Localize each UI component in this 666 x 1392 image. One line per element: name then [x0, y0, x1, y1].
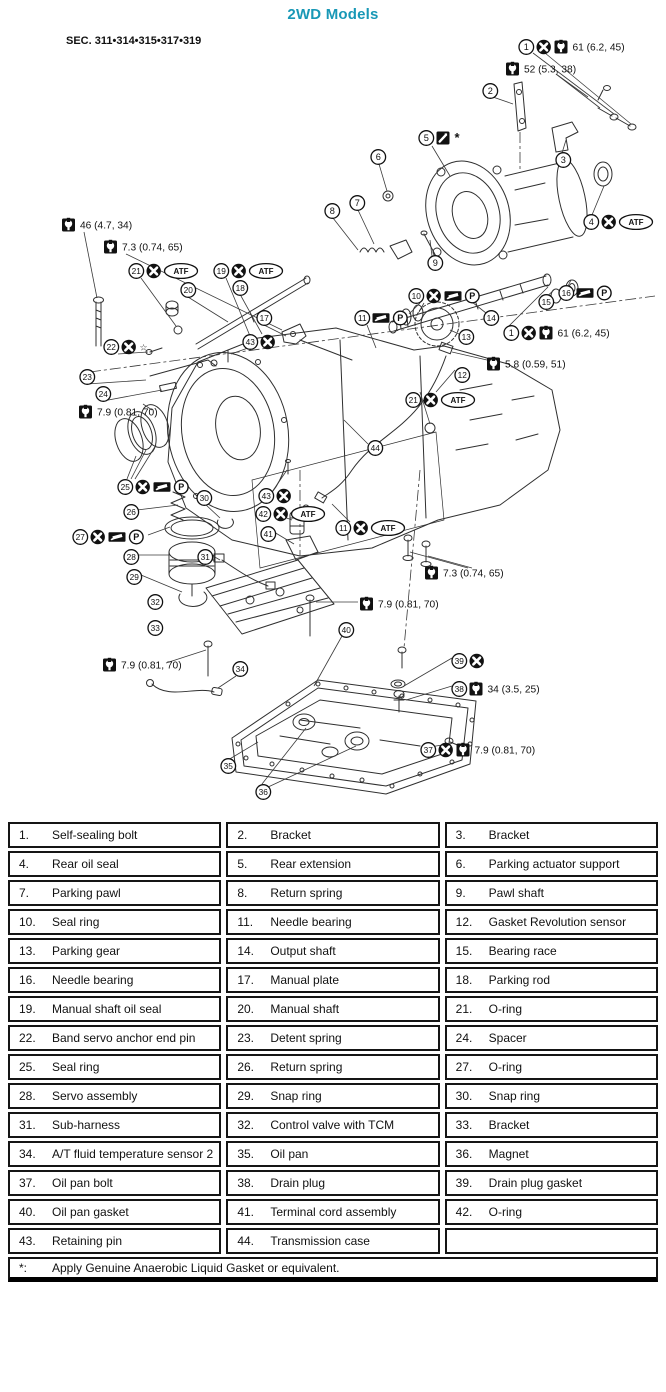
leader-line [103, 390, 162, 401]
part-label: Seal ring [52, 914, 100, 929]
callout-row [419, 130, 461, 145]
svg-text:ATF: ATF [628, 217, 644, 227]
svg-text:9: 9 [432, 258, 438, 269]
leader-line [404, 658, 452, 686]
svg-text:P: P [133, 532, 140, 543]
svg-text:1: 1 [508, 328, 514, 339]
callout-row [325, 204, 340, 219]
part-number: 20. [237, 1002, 255, 1016]
part-label: Rear oil seal [52, 856, 119, 871]
callout-row [339, 623, 354, 638]
part-label: Transmission case [270, 1233, 370, 1248]
callout-row [73, 530, 143, 545]
leader-line [141, 278, 176, 326]
part-number: 18. [455, 973, 473, 987]
part-number: 37. [19, 1176, 36, 1190]
part-cell [8, 1141, 221, 1167]
note-text: Apply Genuine Anaerobic Liquid Gasket or equivalent. [52, 1261, 340, 1275]
part-label: O-ring [488, 1204, 522, 1219]
part-cell [8, 1170, 221, 1196]
part-cell [226, 996, 439, 1022]
part-cell [226, 1025, 439, 1051]
torque-value: 61 (6.2, 45) [557, 328, 610, 340]
part-label: Return spring [270, 885, 343, 900]
part-label: Drain plug [270, 1175, 326, 1190]
note-marker: *: [19, 1261, 28, 1276]
callout-row [181, 283, 196, 298]
part-cell [445, 909, 658, 935]
table-note [8, 1257, 658, 1282]
part-label: Terminal cord assembly [270, 1204, 397, 1219]
part-cell [445, 1083, 658, 1109]
part-label: Snap ring [270, 1088, 322, 1103]
part-cell [445, 967, 658, 993]
svg-text:5: 5 [423, 133, 429, 144]
part-cell [445, 1170, 658, 1196]
callout-row [483, 84, 498, 99]
svg-text:11: 11 [338, 523, 348, 534]
part-cell [8, 880, 221, 906]
svg-text:43: 43 [261, 491, 271, 502]
part-label: Parking actuator support [488, 856, 620, 871]
callout-row [103, 658, 182, 672]
callout-row [259, 489, 291, 504]
leader-line [314, 636, 342, 686]
part-number: 40. [19, 1205, 36, 1219]
callout-row [261, 527, 276, 542]
part-label: Oil pan bolt [52, 1175, 113, 1190]
svg-text:☆: ☆ [139, 342, 148, 353]
svg-text:P: P [178, 482, 185, 493]
part-number: 43. [19, 1234, 36, 1248]
part-cell [226, 1141, 439, 1167]
svg-text:16: 16 [561, 288, 571, 299]
part-label: Self-sealing bolt [52, 827, 138, 842]
part-cell [445, 938, 658, 964]
leader-line [428, 556, 472, 568]
leader-line [205, 504, 220, 518]
callout-row [484, 311, 499, 326]
part-number: 27. [455, 1060, 473, 1074]
part-label: Needle bearing [270, 914, 352, 929]
svg-text:37: 37 [423, 745, 433, 756]
part-cell [445, 1054, 658, 1080]
part-cell [226, 1112, 439, 1138]
part-label: Drain plug gasket [488, 1175, 583, 1190]
part-cell [8, 1199, 221, 1225]
part-cell [226, 880, 439, 906]
callout-row [256, 785, 271, 800]
svg-text:39: 39 [454, 656, 464, 667]
part-number: 29. [237, 1089, 255, 1103]
svg-text:27: 27 [75, 532, 85, 543]
part-cell [445, 880, 658, 906]
callout-row [148, 621, 163, 636]
callout-row [96, 387, 111, 402]
part-cell [8, 1083, 221, 1109]
part-cell [445, 1112, 658, 1138]
part-number: 14. [237, 944, 255, 958]
callout-row [80, 370, 95, 385]
part-number: 9. [455, 886, 466, 900]
callout-row [455, 368, 470, 383]
part-label: Magnet [488, 1146, 529, 1161]
part-cell [445, 1199, 658, 1225]
part-label: Manual shaft [270, 1001, 340, 1016]
callout-row [233, 281, 248, 296]
section-label: SEC. 311•314•315•317•319 [66, 35, 202, 47]
svg-text:42: 42 [258, 509, 268, 520]
svg-text:32: 32 [150, 597, 160, 608]
callout-row [148, 595, 163, 610]
leader-line [367, 325, 376, 348]
part-label: Spacer [488, 1030, 527, 1045]
part-label: Oil pan [270, 1146, 309, 1161]
callout-row [350, 196, 365, 211]
part-cell [226, 1054, 439, 1080]
svg-text:19: 19 [216, 266, 226, 277]
part-number: 19. [19, 1002, 36, 1016]
svg-text:14: 14 [486, 313, 496, 324]
callout-row [355, 311, 407, 326]
callout-row [198, 550, 213, 565]
svg-text:21: 21 [408, 395, 418, 406]
part-number: 21. [455, 1002, 473, 1016]
svg-text:2: 2 [487, 86, 493, 97]
leader-line [218, 676, 236, 688]
svg-text:38: 38 [454, 684, 464, 695]
svg-text:40: 40 [341, 625, 351, 636]
part-cell [8, 1228, 221, 1254]
part-number: 16. [19, 973, 36, 987]
callout-row [118, 480, 188, 495]
centerline [404, 470, 420, 648]
callout-row [233, 662, 248, 677]
svg-text:35: 35 [223, 761, 233, 772]
part-label: Oil pan gasket [52, 1204, 129, 1219]
svg-text:ATF: ATF [258, 266, 274, 276]
leader-line [592, 186, 604, 215]
part-number: 24. [455, 1031, 473, 1045]
svg-text:10: 10 [411, 291, 421, 302]
part-label: Pawl shaft [488, 885, 545, 900]
svg-text:21: 21 [131, 266, 141, 277]
part-number: 44. [237, 1234, 255, 1248]
torque-value: 34 (3.5, 25) [487, 684, 540, 696]
svg-text:ATF: ATF [450, 395, 466, 405]
torque-value: 7.3 (0.74, 65) [443, 568, 504, 580]
part-label: Return spring [270, 1059, 343, 1074]
part-label: Needle bearing [52, 972, 134, 987]
callout-row [368, 441, 383, 456]
leader-line [556, 74, 588, 97]
svg-text:4: 4 [588, 217, 594, 228]
callout-row [214, 264, 283, 279]
part-cell [445, 1025, 658, 1051]
part-label: Sub-harness [52, 1117, 121, 1132]
part-label: Detent spring [270, 1030, 342, 1045]
part-label: Manual plate [270, 972, 340, 987]
part-label: Snap ring [488, 1088, 541, 1103]
callout-row [556, 153, 571, 168]
svg-text:P: P [469, 291, 476, 302]
part-label: Gasket Revolution sensor [488, 914, 627, 929]
part-number: 39. [455, 1176, 473, 1190]
svg-text:36: 36 [258, 787, 268, 798]
svg-text:31: 31 [200, 552, 210, 563]
callout-row [371, 150, 386, 165]
leader-line [137, 505, 178, 510]
callout-row [104, 340, 148, 355]
svg-text:34: 34 [235, 664, 245, 675]
part-number: 4. [19, 857, 30, 871]
torque-value: 7.9 (0.81, 70) [97, 407, 158, 419]
part-number: 41. [237, 1205, 255, 1219]
svg-text:17: 17 [259, 313, 269, 324]
part-cell [445, 996, 658, 1022]
svg-text:13: 13 [461, 332, 471, 343]
svg-text:P: P [397, 313, 404, 324]
svg-text:P: P [601, 288, 608, 299]
callout-row [221, 759, 236, 774]
part-cell [8, 822, 221, 848]
callout-row [504, 326, 610, 341]
svg-text:26: 26 [126, 507, 136, 518]
leader-line [379, 164, 387, 191]
svg-text:24: 24 [98, 389, 108, 400]
part-number: 42. [455, 1205, 473, 1219]
part-number: 22. [19, 1031, 36, 1045]
leader-line [432, 146, 450, 176]
part-cell [445, 851, 658, 877]
part-cell [8, 1054, 221, 1080]
callout-row [559, 286, 611, 301]
part-cell [226, 1228, 439, 1254]
callout-row [336, 521, 405, 536]
svg-text:33: 33 [150, 623, 160, 634]
part-cell [226, 967, 439, 993]
torque-value: 52 (5.3, 38) [524, 64, 577, 76]
torque-value: 5.8 (0.59, 51) [505, 359, 566, 371]
part-label: Parking gear [52, 943, 121, 958]
svg-text:1: 1 [523, 42, 529, 53]
part-cell [226, 909, 439, 935]
leader-line [344, 420, 368, 444]
part-label: O-ring [488, 1001, 522, 1016]
part-cell [226, 1083, 439, 1109]
part-number: 32. [237, 1118, 255, 1132]
callout-row [452, 682, 540, 697]
part-number: 13. [19, 944, 36, 958]
svg-text:3: 3 [560, 155, 566, 166]
leader-line [148, 527, 170, 535]
callout-row [487, 357, 566, 371]
part-label: Control valve with TCM [270, 1117, 395, 1132]
callout-row [519, 40, 625, 55]
callout-row [425, 566, 504, 580]
part-label: Bracket [488, 827, 530, 842]
leader-line [272, 470, 287, 492]
part-number: 15. [455, 944, 473, 958]
part-number: 10. [19, 915, 36, 929]
svg-text:25: 25 [120, 482, 130, 493]
callout-row [506, 62, 576, 76]
part-number: 31. [19, 1118, 36, 1132]
part-number: 25. [19, 1060, 36, 1074]
part-cell [8, 851, 221, 877]
leader-line [266, 746, 356, 788]
svg-text:*: * [454, 130, 460, 145]
svg-text:8: 8 [329, 206, 335, 217]
part-label: Parking rod [488, 972, 551, 987]
torque-value: 46 (4.7, 34) [80, 220, 133, 232]
part-cell [8, 996, 221, 1022]
part-label: A/T fluid temperature sensor 2 [52, 1146, 214, 1161]
part-number: 12. [455, 915, 473, 929]
page-title: 2WD Models [287, 6, 379, 23]
part-cell [226, 1170, 439, 1196]
callout-row [257, 311, 272, 326]
part-label: Parking pawl [52, 885, 121, 900]
part-number: 26. [237, 1060, 255, 1074]
torque-value: 7.3 (0.74, 65) [122, 242, 183, 254]
svg-text:28: 28 [126, 552, 136, 563]
svg-text:20: 20 [183, 285, 193, 296]
callout-row [584, 215, 653, 230]
svg-text:29: 29 [129, 572, 139, 583]
callout-row [452, 654, 484, 669]
part-cell [445, 822, 658, 848]
part-number: 36. [455, 1147, 473, 1161]
torque-value: 7.9 (0.81, 70) [378, 599, 439, 611]
leader-line [141, 575, 182, 592]
part-cell [226, 938, 439, 964]
svg-text:41: 41 [263, 529, 273, 540]
svg-text:23: 23 [82, 372, 92, 383]
part-number: 5. [237, 857, 248, 871]
part-cell [8, 909, 221, 935]
leader-line [87, 380, 146, 384]
callout-row [124, 550, 139, 565]
svg-text:43: 43 [245, 337, 255, 348]
callout-row [539, 295, 554, 310]
part-number: 8. [237, 886, 248, 900]
part-cell [226, 1199, 439, 1225]
parts-table [8, 822, 658, 1282]
part-number: 38. [237, 1176, 255, 1190]
svg-text:18: 18 [235, 283, 245, 294]
part-number: 30. [455, 1089, 473, 1103]
part-cell [226, 851, 439, 877]
callout-row [127, 570, 142, 585]
part-number: 28. [19, 1089, 36, 1103]
part-label: Seal ring [52, 1059, 100, 1074]
callout-row [62, 218, 132, 232]
part-number: 23. [237, 1031, 255, 1045]
part-number: 6. [455, 857, 466, 871]
callout-row [428, 256, 443, 271]
part-number: 3. [455, 828, 466, 842]
svg-text:30: 30 [199, 493, 209, 504]
callout-row [243, 335, 275, 350]
part-label: Bracket [488, 1117, 530, 1132]
svg-text:ATF: ATF [173, 266, 189, 276]
part-cell [8, 967, 221, 993]
part-number: 7. [19, 886, 30, 900]
part-label: Band servo anchor end pin [52, 1030, 196, 1045]
svg-text:15: 15 [541, 297, 551, 308]
leader-line [358, 210, 374, 244]
leader-line [84, 232, 97, 298]
part-cell [8, 1112, 221, 1138]
part-label: Rear extension [270, 856, 352, 871]
leader-line [533, 53, 614, 114]
drawing-layer [94, 82, 637, 794]
part-label: Servo assembly [52, 1088, 138, 1103]
callout-row [409, 289, 479, 304]
callout-row [129, 264, 198, 279]
torque-value: 7.9 (0.81, 70) [474, 745, 536, 757]
part-cell [445, 1141, 658, 1167]
callout-row [360, 597, 439, 611]
svg-text:ATF: ATF [380, 523, 396, 533]
part-label: Output shaft [270, 943, 336, 958]
part-number: 2. [237, 828, 248, 842]
svg-text:44: 44 [370, 443, 380, 454]
svg-text:12: 12 [457, 370, 467, 381]
callout-row [459, 330, 474, 345]
part-number: 11. [237, 915, 254, 929]
svg-text:7: 7 [354, 198, 360, 209]
callout-row [79, 405, 158, 419]
part-cell [8, 938, 221, 964]
callout-row [406, 393, 475, 408]
part-number: 17. [237, 973, 255, 987]
torque-value: 61 (6.2, 45) [572, 42, 625, 54]
callout-row [124, 505, 139, 520]
svg-text:11: 11 [357, 313, 367, 324]
part-label: Bearing race [488, 943, 557, 958]
svg-text:6: 6 [375, 152, 381, 163]
empty-cell [445, 1228, 658, 1254]
part-label: O-ring [488, 1059, 522, 1074]
callout-row [197, 491, 212, 506]
part-label: Retaining pin [52, 1233, 123, 1248]
svg-text:ATF: ATF [300, 509, 316, 519]
torque-value: 7.9 (0.81, 70) [121, 660, 182, 672]
part-number: 33. [455, 1118, 473, 1132]
part-label: Bracket [270, 827, 312, 842]
part-number: 1. [19, 828, 30, 842]
part-label: Manual shaft oil seal [52, 1001, 162, 1016]
leader-line [333, 218, 358, 250]
part-cell [226, 822, 439, 848]
svg-text:22: 22 [106, 342, 116, 353]
leader-line [410, 552, 468, 568]
callout-row [104, 240, 183, 254]
part-cell [8, 1025, 221, 1051]
part-number: 35. [237, 1147, 255, 1161]
part-number: 34. [19, 1147, 36, 1161]
